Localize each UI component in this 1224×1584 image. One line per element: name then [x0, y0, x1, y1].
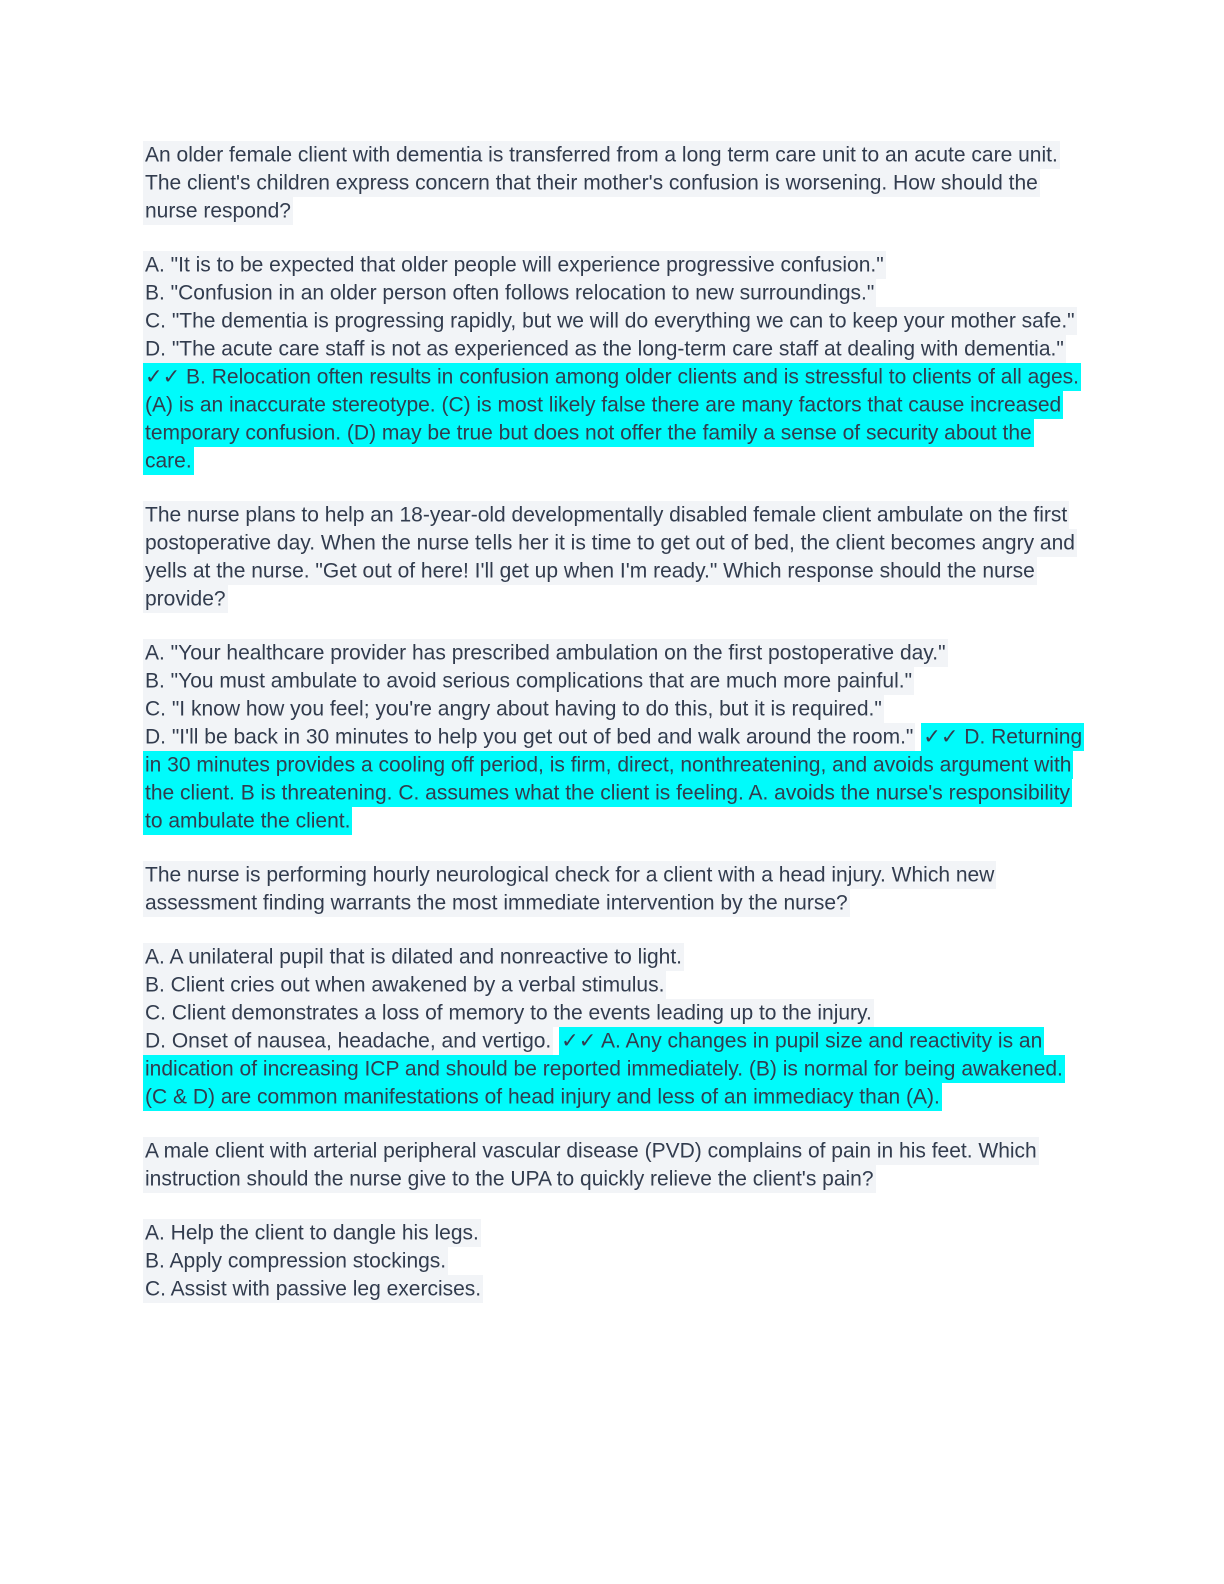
question-4-stem [143, 1137, 1084, 1193]
question-3-explanation-text: A. Any changes in pupil size and reactivity is an indication of increasing ICP and should be reported immediately. (B) is normal for being awakened. (C & D) are common manifestations of head injury and less of an immediacy than (A). [145, 1029, 1063, 1108]
question-4-option-b: B. Apply compression stockings. [143, 1247, 448, 1275]
question-1-explanation-text: B. Relocation often results in confusion among older clients and is stressful to clients of all ages. (A) is an inaccurate stereotype. (C) is most likely false there are many factors that cause increased temporary confusion. (D) may be true but does not offer the family a sense of security about the care. [145, 365, 1080, 472]
question-1-stem-text: An older female client with dementia is transferred from a long term care unit to an acute care unit. The client's children express concern that their mother's confusion is worsening. How should the nurse respond? [143, 141, 1060, 225]
question-4-options [143, 1219, 1084, 1303]
question-3-option-a: A. A unilateral pupil that is dilated and nonreactive to light. [143, 943, 684, 971]
question-1-option-a: A. "It is to be expected that older people will experience progressive confusion." [143, 251, 886, 279]
checkmarks-icon: ✓✓ [923, 725, 959, 748]
question-2-option-a: A. "Your healthcare provider has prescribed ambulation on the first postoperative day." [143, 639, 948, 667]
question-2-options [143, 639, 1084, 835]
question-block-3 [143, 861, 1084, 1111]
checkmarks-icon: ✓✓ [145, 365, 181, 388]
question-2-stem [143, 501, 1084, 613]
question-1-option-d: D. "The acute care staff is not as experienced as the long-term care staff at dealing with dementia." [143, 335, 1066, 363]
question-3-options [143, 943, 1084, 1111]
question-3-option-d: D. Onset of nausea, headache, and vertigo. [143, 1027, 553, 1055]
question-1-answer-highlight [143, 363, 1081, 475]
question-2-stem-text: The nurse plans to help an 18-year-old developmentally disabled female client ambulate on the first postoperative day. When the nurse tells her it is time to get out of bed, the client becomes angry and yells at the nurse. "Get out of here! I'll get up when I'm ready." Which response should the nurse provide? [143, 501, 1077, 613]
checkmarks-icon: ✓✓ [561, 1029, 597, 1052]
question-4-option-a: A. Help the client to dangle his legs. [143, 1219, 481, 1247]
question-3-option-c: C. Client demonstrates a loss of memory to the events leading up to the injury. [143, 999, 874, 1027]
question-1-options [143, 251, 1084, 475]
question-2-explanation-text: D. Returning in 30 minutes provides a cooling off period, is firm, direct, nonthreatening, and avoids argument with the client. B is threatening. C. assumes what the client is feeling. A. avoids the nurse's responsibility to ambulate the client. [145, 725, 1083, 832]
question-4-stem-text: A male client with arterial peripheral vascular disease (PVD) complains of pain in his feet. Which instruction should the nurse give to the UPA to quickly relieve the client's pain? [143, 1137, 1039, 1193]
question-1-option-c: C. "The dementia is progressing rapidly, but we will do everything we can to keep your mother safe." [143, 307, 1077, 335]
question-block-2 [143, 501, 1084, 835]
document-content [143, 141, 1084, 1329]
question-2-option-c: C. "I know how you feel; you're angry about having to do this, but it is required." [143, 695, 884, 723]
question-2-option-d: D. "I'll be back in 30 minutes to help you get out of bed and walk around the room." [143, 723, 915, 751]
question-2-option-b: B. "You must ambulate to avoid serious complications that are much more painful." [143, 667, 914, 695]
question-3-stem-text: The nurse is performing hourly neurological check for a client with a head injury. Which new assessment finding warrants the most immediate intervention by the nurse? [143, 861, 996, 917]
question-1-stem [143, 141, 1084, 225]
question-block-4 [143, 1137, 1084, 1303]
question-1-option-b: B. "Confusion in an older person often follows relocation to new surroundings." [143, 279, 876, 307]
question-3-stem [143, 861, 1084, 917]
question-block-1 [143, 141, 1084, 475]
question-3-option-b: B. Client cries out when awakened by a verbal stimulus. [143, 971, 666, 999]
question-4-option-c: C. Assist with passive leg exercises. [143, 1275, 483, 1303]
